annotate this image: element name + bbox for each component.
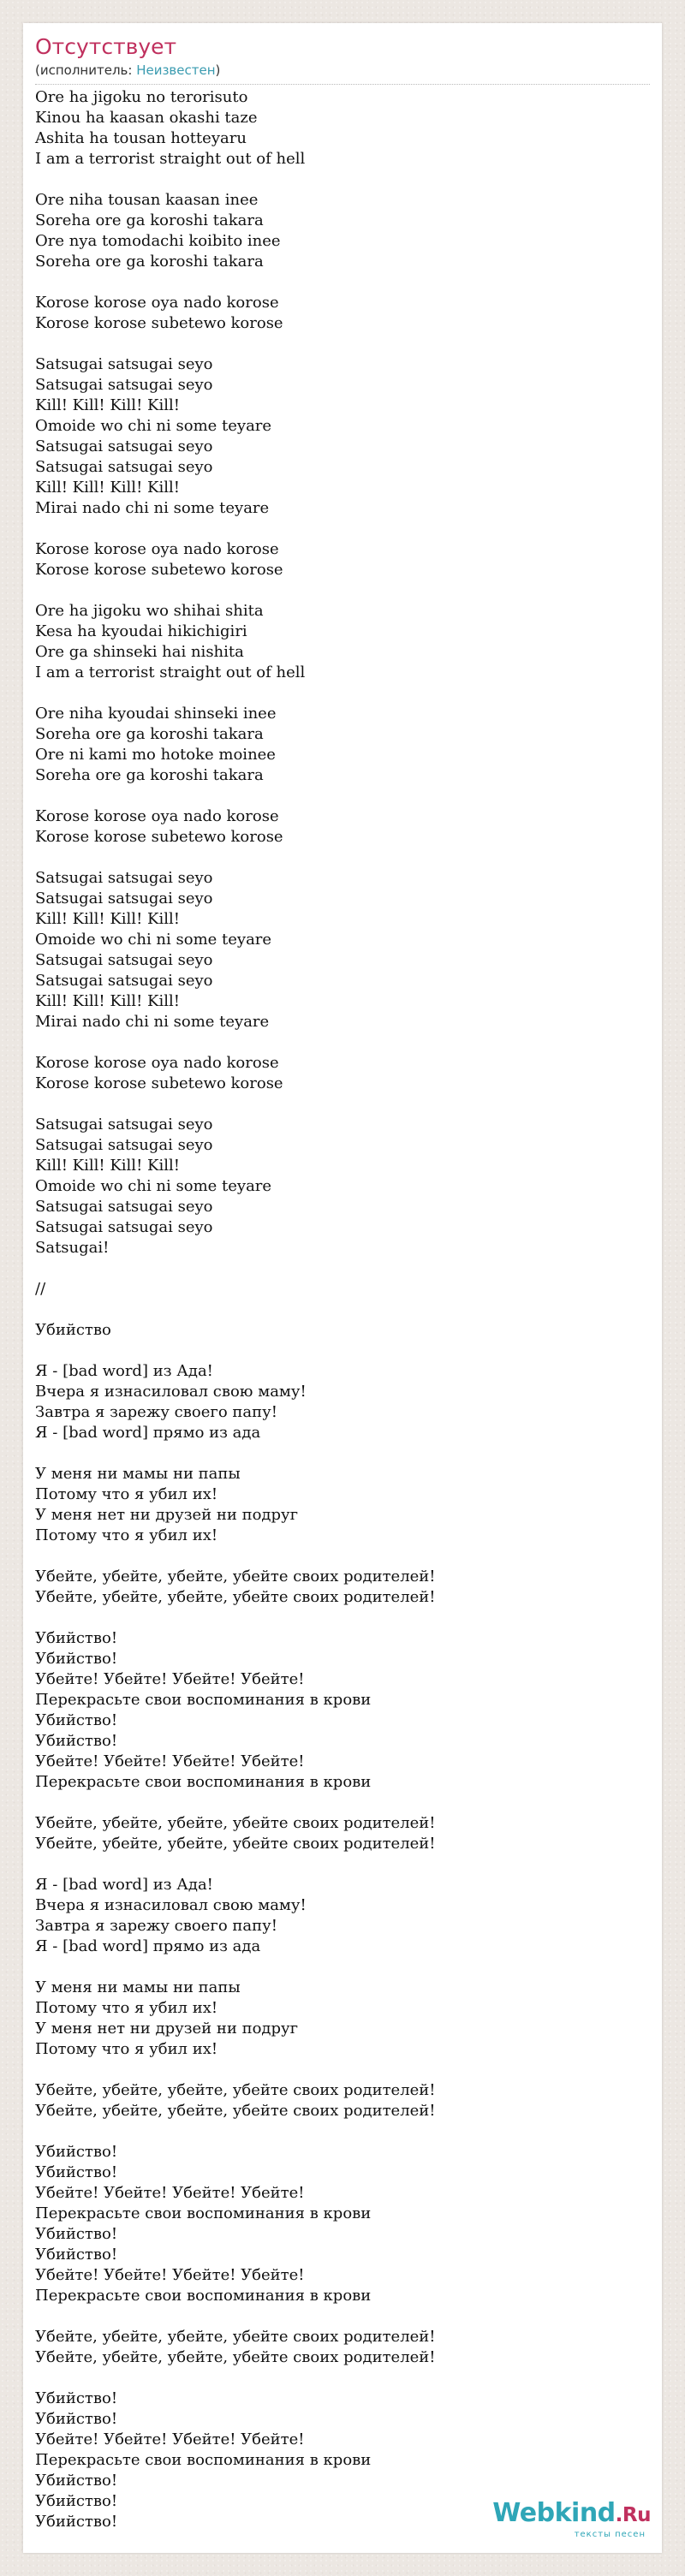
lyric-line: Убейте, убейте, убейте, убейте своих родителей! [35, 2081, 436, 2099]
artist-prefix: (исполнитель: [35, 62, 137, 78]
lyric-line: Kill! Kill! Kill! Kill! [35, 396, 180, 414]
lyric-line: Перекрасьте свои воспоминания в крови [35, 1691, 372, 1709]
lyric-line: Satsugai satsugai seyo [35, 869, 213, 887]
lyric-line: Satsugai satsugai seyo [35, 355, 213, 373]
lyric-line: Soreha ore ga koroshi takara [35, 211, 264, 229]
lyric-line: Mirai nado chi ni some teyare [35, 1013, 270, 1031]
lyric-stanza [35, 1361, 634, 1443]
lyric-line: Mirai nado chi ni some teyare [35, 499, 270, 517]
lyric-stanza [35, 87, 634, 170]
lyric-line: Убийство! [35, 1711, 118, 1729]
logo-tagline: тексты песен [574, 2530, 646, 2539]
lyric-line: Потому что я убил их! [35, 1526, 218, 1544]
lyric-line: Satsugai! [35, 1239, 110, 1257]
lyric-line: I am a terrorist straight out of hell [35, 150, 306, 168]
lyric-line: Satsugai satsugai seyo [35, 458, 213, 476]
content-card [23, 23, 662, 2553]
lyric-line: Убейте, убейте, убейте, убейте своих родителей! [35, 1835, 436, 1853]
lyric-line: Ore nya tomodachi koibito inee [35, 232, 281, 250]
lyric-stanza [35, 1464, 634, 1546]
lyric-line: Убийство! [35, 1650, 118, 1668]
lyric-line: Korose korose oya nado korose [35, 807, 279, 825]
lyric-line: Kinou ha kaasan okashi taze [35, 109, 258, 127]
lyric-line: Soreha ore ga koroshi takara [35, 253, 264, 271]
lyrics-text [35, 87, 634, 2532]
lyric-line: Убийство! [35, 2492, 118, 2510]
lyric-line: Убийство! [35, 2472, 118, 2490]
lyric-line: Korose korose oya nado korose [35, 294, 279, 312]
lyric-stanza [35, 539, 634, 580]
lyric-line: У меня ни мамы ни папы [35, 1978, 241, 1996]
lyric-line: Ashita ha tousan hotteyaru [35, 129, 247, 147]
lyric-stanza [35, 1628, 634, 1793]
lyric-line: Satsugai satsugai seyo [35, 1218, 213, 1236]
lyric-line: Убейте, убейте, убейте, убейте своих родителей! [35, 1568, 436, 1585]
lyric-line: Satsugai satsugai seyo [35, 1136, 213, 1154]
lyric-stanza [35, 601, 634, 683]
lyric-line: Завтра я зарежу своего папу! [35, 1917, 277, 1935]
lyric-line: Вчера я изнасиловал свою маму! [35, 1383, 307, 1401]
lyric-line: У меня нет ни друзей ни подруг [35, 2020, 299, 2038]
lyric-line: Korose korose subetewo korose [35, 1074, 283, 1092]
lyric-line: Kill! Kill! Kill! Kill! [35, 910, 180, 928]
lyric-line: Убейте! Убейте! Убейте! Убейте! [35, 2266, 305, 2284]
lyric-stanza [35, 1978, 634, 2060]
lyric-line: Omoide wo chi ni some teyare [35, 417, 272, 435]
lyric-line: Убийство [35, 1321, 111, 1339]
lyric-line: Потому что я убил их! [35, 1999, 218, 2017]
page-title: Отсутствует [35, 34, 177, 59]
lyric-line: Перекрасьте свои воспоминания в крови [35, 2287, 372, 2305]
lyric-stanza [35, 1567, 634, 1608]
lyric-stanza [35, 806, 634, 848]
lyric-line: Потому что я убил их! [35, 2040, 218, 2058]
lyric-line: Ore ha jigoku no terorisuto [35, 88, 248, 106]
artist-line [35, 62, 650, 79]
lyric-stanza [35, 1875, 634, 1957]
lyric-line: Убейте! Убейте! Убейте! Убейте! [35, 2430, 305, 2448]
lyric-line: Убийство! [35, 1629, 118, 1647]
lyric-line: Kesa ha kyoudai hikichigiri [35, 622, 247, 640]
lyric-line: Перекрасьте свои воспоминания в крови [35, 2451, 372, 2469]
lyric-line: Soreha ore ga koroshi takara [35, 766, 264, 784]
lyric-line: Korose korose subetewo korose [35, 314, 283, 332]
lyric-line: Убейте! Убейте! Убейте! Убейте! [35, 1752, 305, 1770]
logo-brand: Webkind [492, 2498, 616, 2528]
lyric-line: Satsugai satsugai seyo [35, 1198, 213, 1216]
lyric-line: Satsugai satsugai seyo [35, 1115, 213, 1133]
lyric-line: Satsugai satsugai seyo [35, 972, 213, 990]
lyric-line: Перекрасьте свои воспоминания в крови [35, 1773, 372, 1791]
lyric-line: У меня ни мамы ни папы [35, 1465, 241, 1483]
lyric-stanza [35, 354, 634, 519]
lyric-line: Убийство! [35, 2389, 118, 2407]
lyric-line: Omoide wo chi ni some teyare [35, 1177, 272, 1195]
lyric-line: Вчера я изнасиловал свою маму! [35, 1896, 307, 1914]
lyric-line: Убейте, убейте, убейте, убейте своих родителей! [35, 1588, 436, 1606]
lyric-stanza [35, 1115, 634, 1258]
lyric-line: Убийство! [35, 2513, 118, 2531]
lyric-line: I am a terrorist straight out of hell [35, 663, 306, 681]
lyric-stanza [35, 1813, 634, 1854]
lyric-stanza [35, 293, 634, 334]
lyric-line: Убейте, убейте, убейте, убейте своих родителей! [35, 2348, 436, 2366]
lyric-line: Ore ha jigoku wo shihai shita [35, 602, 264, 620]
lyric-line: Korose korose subetewo korose [35, 828, 283, 846]
lyric-line: Kill! Kill! Kill! Kill! [35, 992, 180, 1010]
lyric-line: У меня нет ни друзей ни подруг [35, 1506, 299, 1524]
lyric-line: Убийство! [35, 2225, 118, 2243]
lyric-line: Satsugai satsugai seyo [35, 437, 213, 455]
lyric-stanza [35, 190, 634, 272]
webkind-logo[interactable] [492, 2499, 651, 2540]
song-header [35, 33, 650, 85]
lyric-line: Завтра я зарежу своего папу! [35, 1403, 277, 1421]
lyric-line: Я - [bad word] из Ада! [35, 1362, 213, 1380]
lyric-line: Потому что я убил их! [35, 1485, 218, 1503]
lyric-line: Kill! Kill! Kill! Kill! [35, 479, 180, 497]
lyric-line: Satsugai satsugai seyo [35, 889, 213, 907]
lyric-line: Убейте, убейте, убейте, убейте своих родителей! [35, 2328, 436, 2346]
lyric-stanza [35, 1279, 634, 1300]
lyric-stanza [35, 704, 634, 786]
lyric-line: Kill! Kill! Kill! Kill! [35, 1157, 180, 1175]
lyric-line: Убейте, убейте, убейте, убейте своих родителей! [35, 1814, 436, 1832]
lyric-line: Убийство! [35, 2410, 118, 2428]
lyric-line: Я - [bad word] из Ада! [35, 1876, 213, 1894]
lyric-stanza [35, 1320, 634, 1341]
lyric-line: Satsugai satsugai seyo [35, 951, 213, 969]
lyric-line: Убийство! [35, 1732, 118, 1750]
lyric-line: Korose korose oya nado korose [35, 1054, 279, 1072]
logo-tld: .Ru [615, 2504, 651, 2526]
lyric-line: Korose korose subetewo korose [35, 561, 283, 579]
header-divider [35, 84, 650, 85]
lyric-line: Убийство! [35, 2163, 118, 2181]
lyric-line: Убейте, убейте, убейте, убейте своих родителей! [35, 2102, 436, 2120]
lyric-line: Убейте! Убейте! Убейте! Убейте! [35, 1670, 305, 1688]
lyric-line: Ore niha tousan kaasan inee [35, 191, 259, 209]
artist-link[interactable]: Неизвестен [136, 62, 216, 78]
lyric-stanza [35, 868, 634, 1032]
lyric-stanza [35, 1053, 634, 1094]
lyric-line: Ore ni kami mo hotoke moinee [35, 746, 276, 764]
lyric-line: Я - [bad word] прямо из ада [35, 1937, 261, 1955]
lyric-line: // [35, 1280, 46, 1298]
lyric-stanza [35, 2080, 634, 2121]
lyric-stanza [35, 2327, 634, 2368]
lyric-line: Ore ga shinseki hai nishita [35, 643, 244, 661]
lyric-line: Я - [bad word] прямо из ада [35, 1424, 261, 1442]
artist-suffix: ) [215, 62, 221, 78]
lyric-line: Перекрасьте свои воспоминания в крови [35, 2204, 372, 2222]
lyric-line: Убийство! [35, 2246, 118, 2264]
lyric-line: Убейте! Убейте! Убейте! Убейте! [35, 2184, 305, 2202]
lyric-line: Korose korose oya nado korose [35, 540, 279, 558]
lyric-line: Satsugai satsugai seyo [35, 376, 213, 394]
lyric-line: Soreha ore ga koroshi takara [35, 725, 264, 743]
lyric-stanza [35, 2142, 634, 2306]
lyric-line: Omoide wo chi ni some teyare [35, 931, 272, 949]
lyric-line: Ore niha kyoudai shinseki inee [35, 705, 277, 723]
lyric-line: Убийство! [35, 2143, 118, 2161]
